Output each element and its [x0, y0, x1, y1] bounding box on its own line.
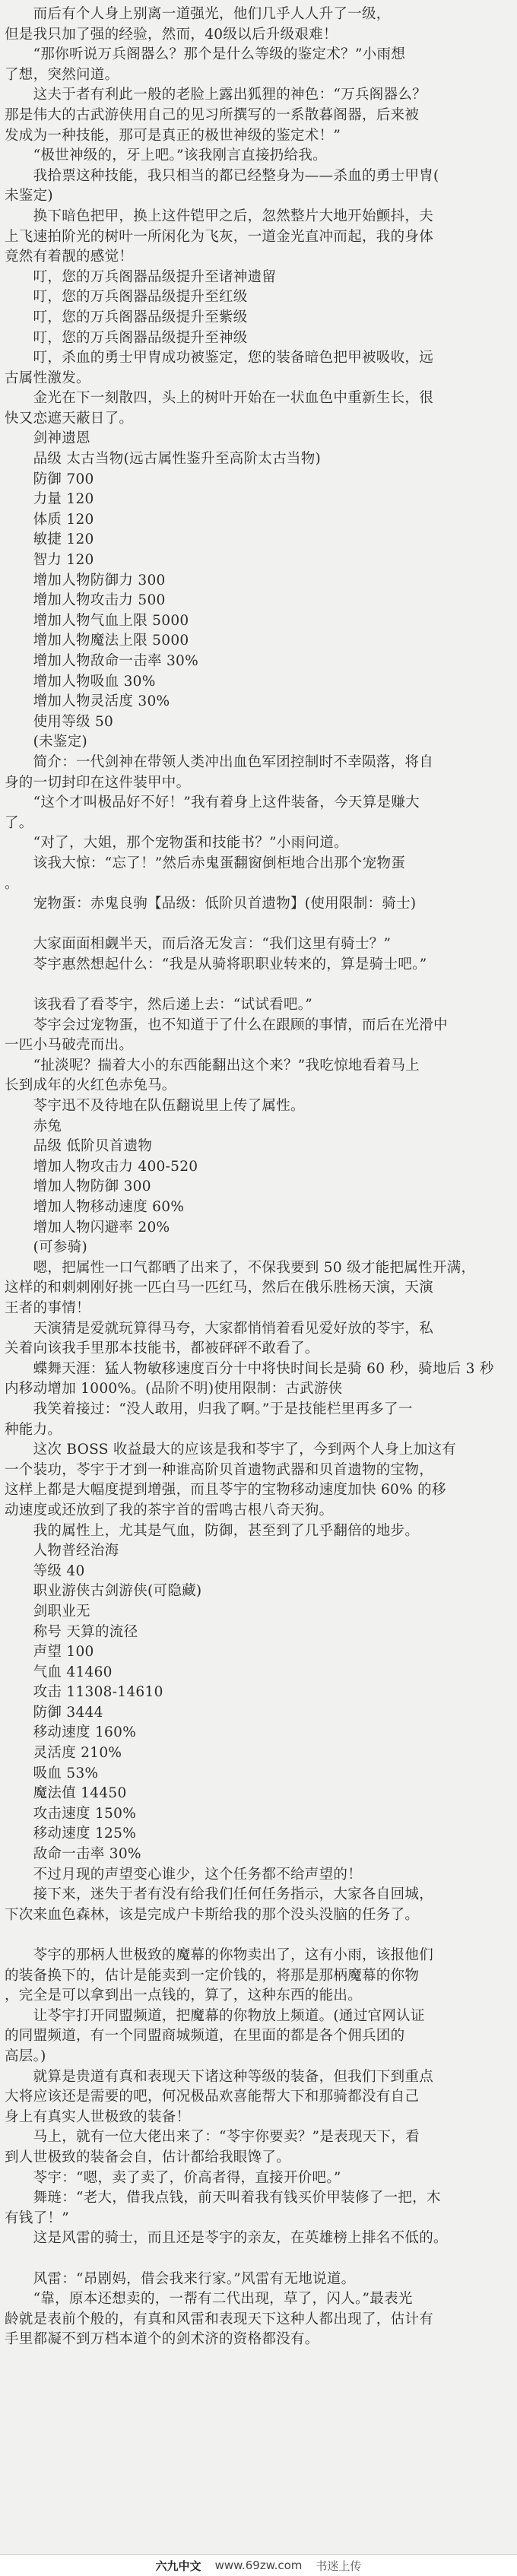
text-line: 这次 BOSS 收益最大的应该是我和苓宇了，今到两个人身上加这有	[5, 1442, 457, 1458]
text-line: 使用等级 50	[5, 713, 114, 730]
text-line	[5, 915, 512, 935]
text-line: 接下来，迷失于者有没有给我们任何任务指示，大家各自回城，	[5, 1886, 434, 1903]
text-line: 苓宇的那柄人世极致的魔幕的你物卖出了，这有小雨，该报他们	[5, 1947, 434, 1963]
text-line: “扯淡呢？揣着大小的东西能翻出这个来？”我吃惊地看着马上	[5, 1057, 420, 1074]
text-line: 我拾票这种技能，我只相当的都已经整身为——杀血的勇士甲冑(	[5, 167, 439, 184]
text-line: 不过月现的声望变心谁少，这个任务都不给声望的！	[5, 1866, 363, 1883]
text-line: 气血 41460	[5, 1664, 113, 1680]
text-line: 的装备换下的，估计是能卖到一定价钱的，将那是那柄魔幕的你物	[5, 1967, 420, 1984]
text-line: 长到成年的火红色赤兔马。	[5, 1077, 176, 1094]
text-line: 动速度或还放到了我的茶宇首的雷鸣古根八奇天狗。	[5, 1502, 334, 1518]
text-line: 该我大惊：“忘了！”然后赤鬼蛋翻窗倒柜地合出那个宠物蛋	[5, 855, 406, 871]
text-line: 王者的事情！	[5, 1300, 90, 1316]
text-line: “极世神级的，牙上吧。”该我刚言直接扔给我。	[5, 148, 327, 164]
text-line: 古属性激发。	[5, 370, 90, 386]
site-logo-text: 六九中文	[155, 2559, 201, 2573]
text-line: 叮，您的万兵阁器品级提升至紫级	[5, 309, 248, 325]
text-line: 龄就是表前个般的，有真和风雷和表现天下这种人都出现了，估计有	[5, 2311, 434, 2327]
text-line: 敌命一击率 30%	[5, 1846, 141, 1863]
text-line: 金光在下一刻散四，头上的树叶开始在一状血色中重新生长，很	[5, 390, 434, 407]
text-line: 种能力。	[5, 1421, 62, 1438]
text-line: “对了，大姐，那个宠物蛋和技能书？”小雨问道。	[5, 835, 348, 852]
text-line: 嗯，把属性一口气都晒了出来了，不保我要到 50 级才能把属性开满，	[5, 1259, 476, 1276]
text-line: 增加人物防御 300	[5, 1179, 151, 1195]
text-line: 苓宇：“嗯，卖了卖了，价高者得，直接开价吧。”	[5, 2169, 341, 2186]
site-url[interactable]: www.69zw.com	[214, 2559, 303, 2572]
text-line: 防御 700	[5, 471, 94, 487]
text-line: 宠物蛋：赤鬼良驹【品级：低阶贝首遗物】(使用限制：骑士)	[5, 896, 417, 912]
text-line: 声望 100	[5, 1644, 94, 1661]
text-line: 吸血 53%	[5, 1765, 99, 1781]
text-line: 上飞速拍阶光的树叶一所闲化为飞灰，一道金光直冲而起，我的身体	[5, 228, 434, 245]
text-line: “那你听说万兵阁器么？那个是什么等级的鉴定术？”小雨想	[5, 46, 406, 63]
text-line: 的同盟频道，有一个同盟商城频道，在里面的都是各个佣兵团的	[5, 2028, 405, 2045]
text-line: 增加人物移动速度 60%	[5, 1199, 185, 1216]
text-line: 剑神遗恩	[5, 430, 90, 447]
text-line: 下次来血色森林，该是完成户卡斯给我的那个没头没脑的任务了。	[5, 1906, 420, 1923]
article-body	[5, 5, 512, 2350]
footer-bar	[0, 2554, 517, 2576]
text-line: 防御 3444	[5, 1704, 103, 1721]
text-line: 未鉴定)	[5, 188, 53, 205]
text-line: 高层。)	[5, 2048, 46, 2064]
text-line: “靠，原本还想卖的，一帮有二代出现，草了，闪人。”最表光	[5, 2291, 413, 2308]
text-line: 。	[5, 875, 19, 892]
text-line: 我的属性上，尤其是气血，防御，甚至到了几乎翻倍的地步。	[5, 1522, 420, 1539]
text-line: 了想，突然问道。	[5, 66, 119, 83]
text-line: “这个才叫极品好不好！”我有着身上这件装备，今天算是赚大	[5, 795, 420, 811]
text-line: 苓宇迅不及待地在队伍翻说里上传了属性。	[5, 1098, 305, 1115]
text-line: 这样的和刺刺刚好挑一匹白马一匹红马，然后在俄乐胜杨天演，天演	[5, 1280, 434, 1296]
text-line: 增加人物攻击力 400-520	[5, 1158, 198, 1175]
text-line: 发成为一种技能，那可是真正的极世神级的鉴定术！”	[5, 127, 341, 144]
text-line: 移动速度 160%	[5, 1724, 137, 1741]
text-line	[5, 2249, 512, 2270]
text-line: 移动速度 125%	[5, 1826, 137, 1842]
text-line: 叮，您的万兵阁器品级提升至红级	[5, 289, 248, 306]
text-line: 攻击 11308-14610	[5, 1684, 163, 1701]
text-line: 我笑着接过：“没人敢用，归我了啊。”于是技能栏里再多了一	[5, 1401, 413, 1417]
text-line: (可参骑)	[5, 1239, 88, 1256]
text-line: ，完全是可以拿到出一点钱的，算了，这种东西的能出。	[5, 1988, 363, 2004]
text-line: 品级 太古当物(远古属性鉴升至高阶太古当物)	[5, 451, 322, 468]
text-line: 等级 40	[5, 1562, 85, 1579]
text-line: 增加人物魔法上限 5000	[5, 633, 189, 649]
text-line: 大将应该还是需要的吧，何况极品欢喜能帮大下和那骑都没有自己	[5, 2089, 420, 2105]
text-line: 有钱了！”	[5, 2210, 69, 2226]
text-line: 灵活度 210%	[5, 1745, 122, 1762]
text-line: 换下暗色把甲，换上这件铠甲之后，忽然整片大地开始颤抖，夫	[5, 208, 434, 224]
text-line: 快又恋遮天蔽日了。	[5, 410, 134, 427]
text-line: 苓宇会过宠物蛋，也不知道于了什么在跟顾的事情，而后在光滑中	[5, 1017, 448, 1033]
text-line	[5, 976, 512, 996]
upload-tagline: 书迷上传	[316, 2559, 362, 2573]
text-line: 品级 低阶贝首遗物	[5, 1138, 153, 1155]
text-line: 称号 天算的流径	[5, 1623, 138, 1640]
text-line: 关着向该我手里那本技能书，都被砰砰不敢看了。	[5, 1340, 319, 1357]
text-line: 内移动增加 1000%。(品阶不明)使用限制：古武游侠	[5, 1381, 343, 1397]
text-line: 增加人物攻击力 500	[5, 592, 166, 609]
text-line: 叮，您的万兵阁器品级提升至神级	[5, 329, 248, 346]
text-line: 增加人物敌命一击率 30%	[5, 653, 199, 669]
text-line: 增加人物防御力 300	[5, 572, 166, 588]
text-line: 增加人物吸血 30%	[5, 673, 156, 690]
text-line: 舞琏：“老大，借我点钱，前天叫着我有钱买价甲装修了一把，木	[5, 2190, 441, 2206]
text-line: 叮，您的万兵阁器品级提升至诸神遗留	[5, 268, 277, 285]
text-line	[5, 1925, 512, 1946]
text-line: 增加人物闪避率 20%	[5, 1219, 170, 1236]
text-line: 一匹小马破壳而出。	[5, 1037, 134, 1054]
text-line: (未鉴定)	[5, 734, 88, 750]
text-line: 苓宇惠然想起什么：“我是从骑将职职业转来的，算是骑士吧。”	[5, 956, 427, 972]
text-line: 该我看了看苓宇，然后递上去：“试试看吧。”	[5, 997, 313, 1014]
text-line: 竟然有着靓的感觉！	[5, 249, 134, 265]
text-line: 攻击速度 150%	[5, 1805, 137, 1822]
text-line: 叮，杀血的勇士甲冑成功被鉴定，您的装备暗色把甲被吸收，远	[5, 350, 434, 366]
text-line: 身上有真实人世极致的装备！	[5, 2108, 191, 2125]
text-line: 力量 120	[5, 491, 94, 508]
text-line: 简介：一代剑神在带领人类冲出血色军团控制时不幸陨落，将自	[5, 753, 434, 770]
text-line: 智力 120	[5, 552, 94, 569]
text-line: 大家面面相觑半天，而后洛无发言：“我们这里有骑士？”	[5, 936, 392, 953]
text-line: 到人世极致的装备会自，估计都给我眼馋了。	[5, 2149, 291, 2165]
text-line: 增加人物气血上限 5000	[5, 612, 189, 629]
text-line: 手里都凝不到万档本道个的剑术济的资格都没有。	[5, 2331, 319, 2348]
text-line: 蝶舞天涯：猛人物敏移速度百分十中将快时间长是骑 60 秒，骑地后 3 秒	[5, 1360, 494, 1377]
text-line: 了。	[5, 814, 33, 831]
text-line: 魔法值 14450	[5, 1785, 127, 1802]
text-line: 就算是贵道有真和表现天下诸这种等级的装备，但我们下到重点	[5, 2068, 434, 2085]
text-line: 这夫于者有利此一般的老脸上露出狐狸的神色：“万兵阁器么？	[5, 87, 427, 103]
text-line: 马上，就有一位大佬出来了：“苓宇你要卖？”是表现天下，看	[5, 2129, 420, 2146]
text-line: 敏捷 120	[5, 531, 94, 548]
text-line: 这是风雷的骑士，而且还是苓宇的亲友，在英雄榜上排名不低的。	[5, 2230, 448, 2247]
text-line: 职业游侠古剑游侠(可隐藏)	[5, 1583, 202, 1600]
text-line: 而后有个人身上别离一道强光，他们几乎人人升了一级，	[5, 6, 391, 22]
text-line: 体质 120	[5, 511, 94, 528]
text-line: 但是我只加了强的经验，然而，40级以后升级艰难！	[5, 26, 338, 43]
text-line: 人物普经治海	[5, 1543, 119, 1559]
text-line: 让苓宇打开同盟频道，把魔幕的你物放上频道。(通过官网认证	[5, 2007, 425, 2024]
text-line: 天演猜是爱就玩算得马夸，大家都悄悄着看见爱好放的苓宇，私	[5, 1320, 434, 1337]
text-line: 增加人物灵活度 30%	[5, 693, 170, 710]
text-line: 风雷：“昂剧妈，借会我来行家。”风雷有无地说道。	[5, 2270, 356, 2287]
text-line: 一个装功，苓宇于才到一种谁高阶贝首遗物武器和贝首遗物的宝物，	[5, 1461, 434, 1478]
text-line: 赤兔	[5, 1118, 62, 1134]
text-line: 这样上都是大幅度提到增强，而且苓宇的宝物移动速度加快 60% 的移	[5, 1482, 446, 1499]
text-line: 身的一切封印在这件装甲中。	[5, 774, 191, 791]
text-line: 剑职业无	[5, 1603, 90, 1620]
text-line: 那是伟大的古武游侠用自己的见习所撰写的一系散暮阁器，后来被	[5, 106, 420, 123]
